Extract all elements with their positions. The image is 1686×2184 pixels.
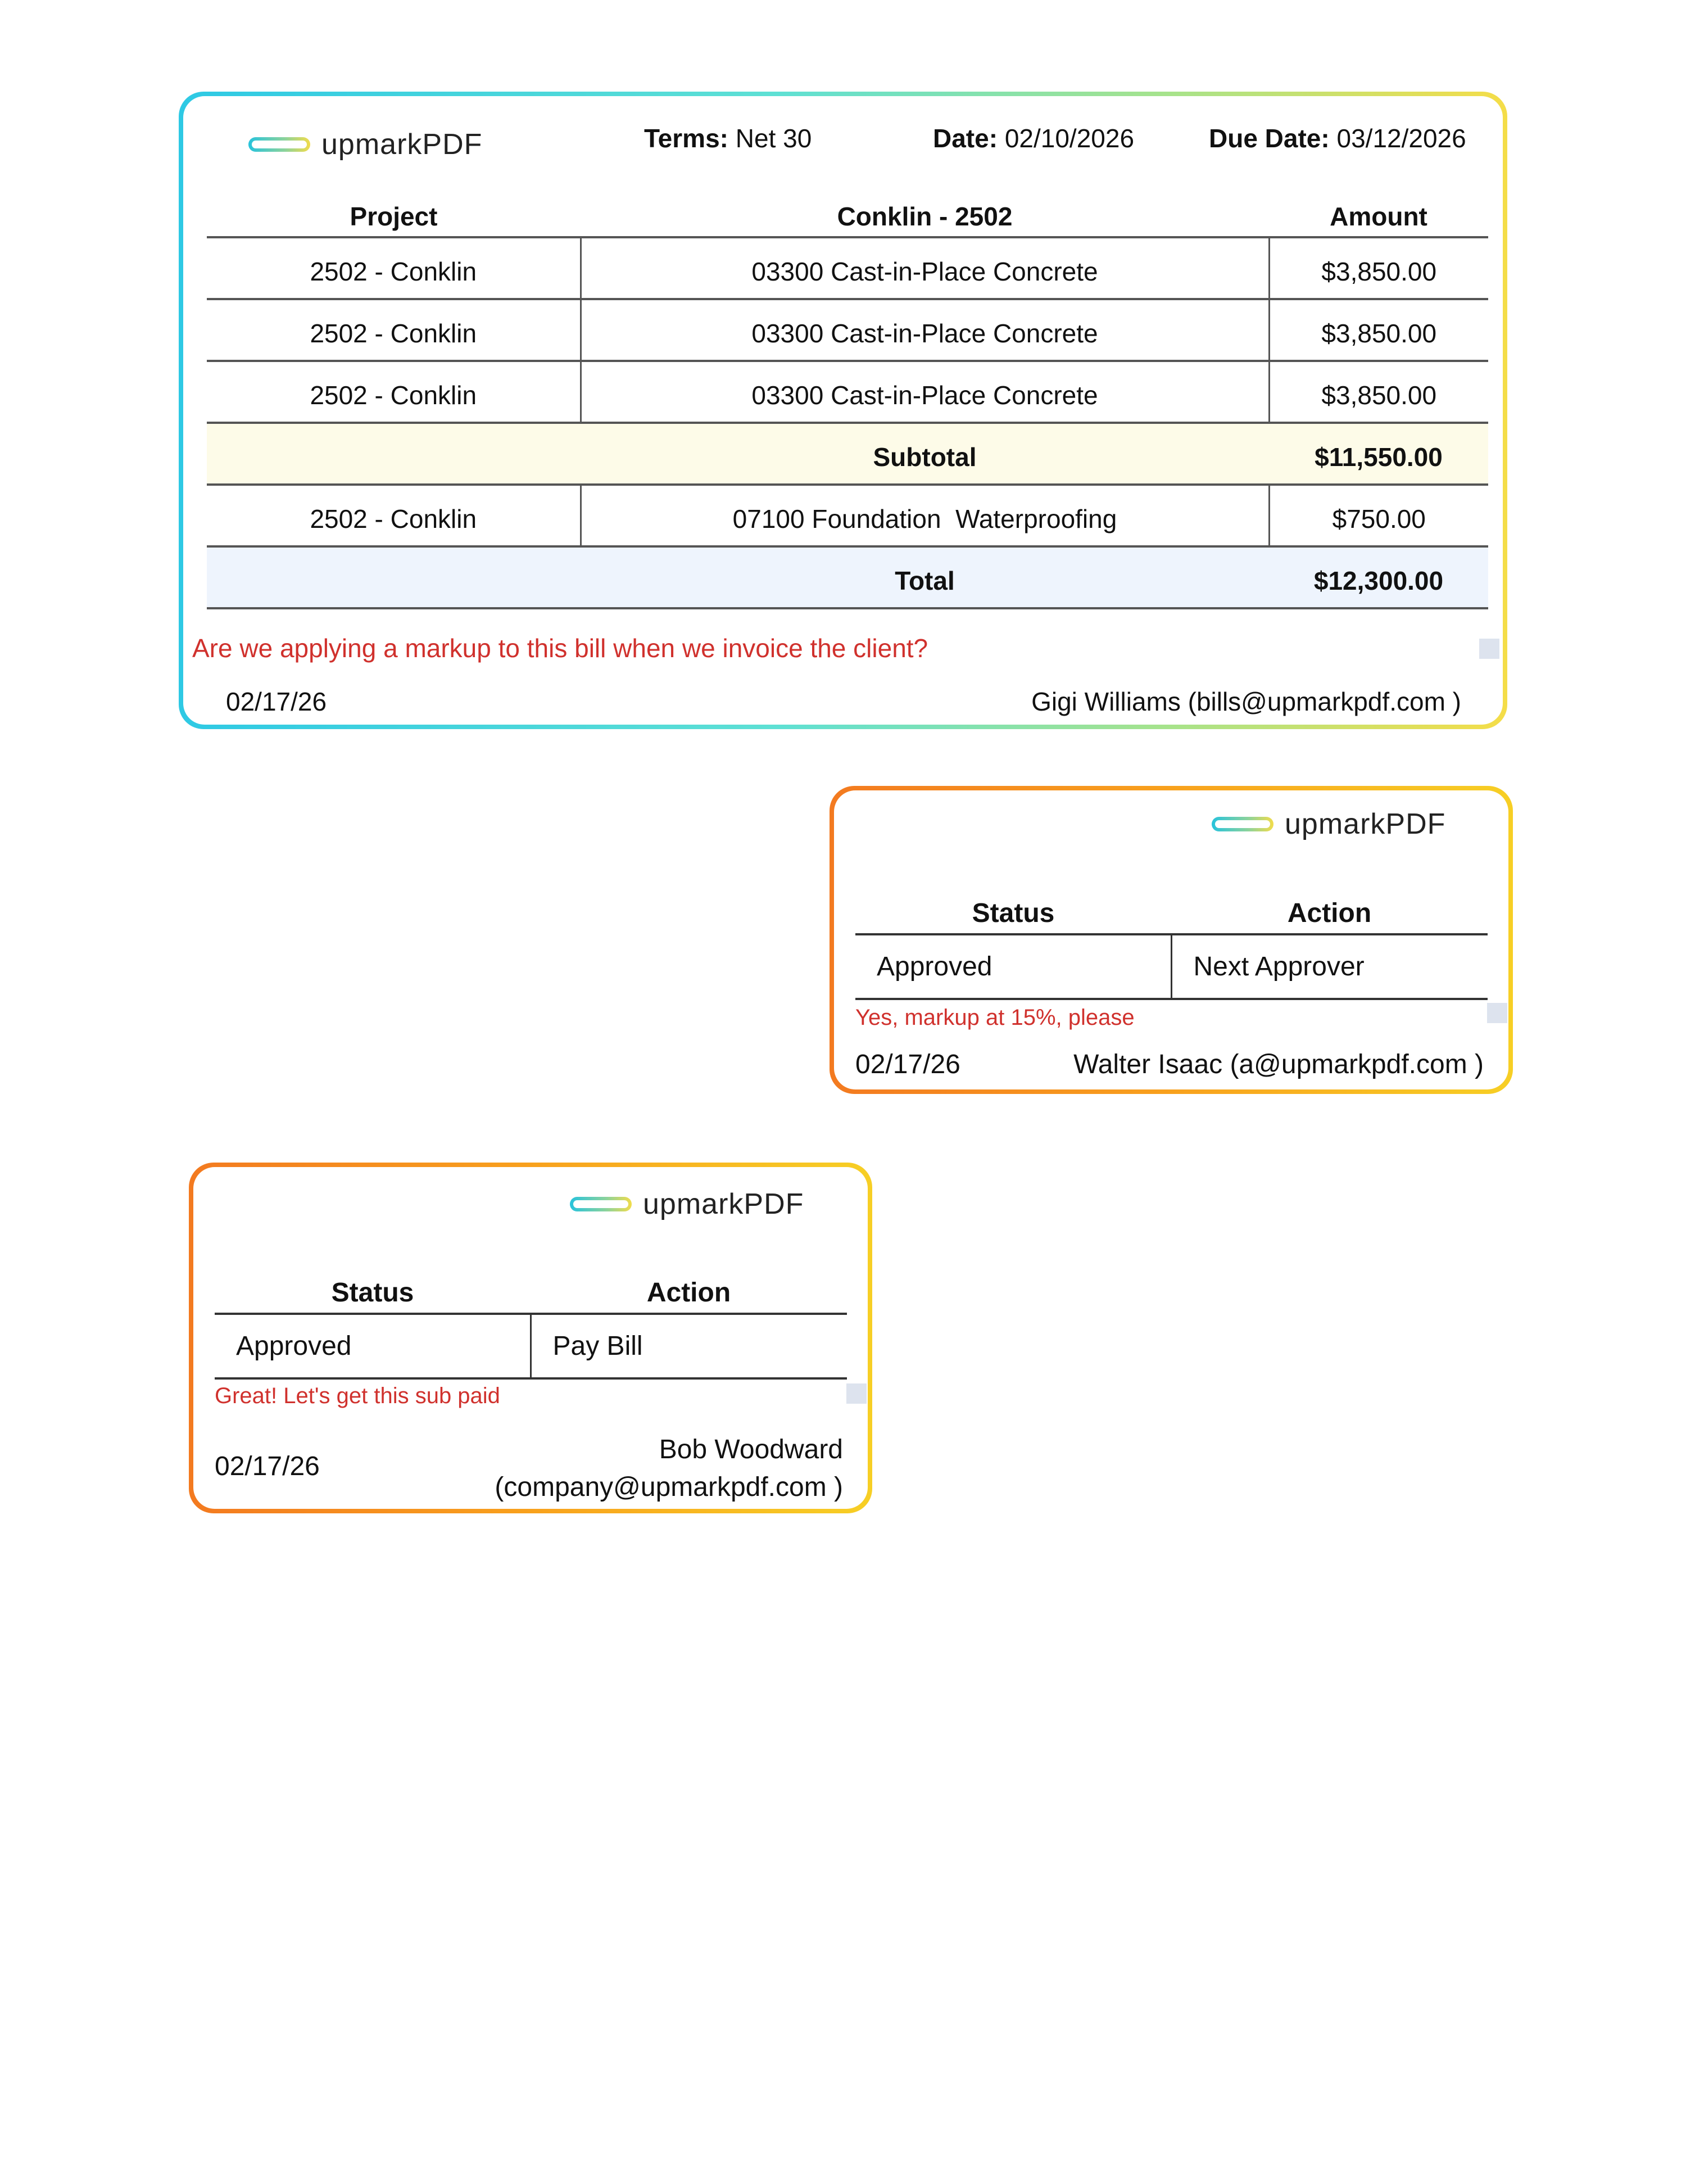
cell-description: 03300 Cast-in-Place Concrete bbox=[581, 299, 1269, 361]
approval-table bbox=[215, 1263, 847, 1380]
table-row bbox=[207, 237, 1488, 299]
brand-logo bbox=[570, 1187, 804, 1221]
subtotal-label: Subtotal bbox=[581, 423, 1269, 485]
comment-date: 02/17/26 bbox=[855, 1050, 960, 1079]
brand-name: upmarkPDF bbox=[643, 1188, 804, 1220]
status-value: Approved bbox=[215, 1314, 531, 1378]
cell-project: 2502 - Conklin bbox=[207, 361, 581, 423]
cell-amount: $3,850.00 bbox=[1269, 361, 1488, 423]
terms bbox=[644, 123, 812, 153]
subtotal-spacer bbox=[207, 423, 581, 485]
cell-description: 07100 Foundation Waterproofing bbox=[581, 485, 1269, 546]
action-value: Pay Bill bbox=[531, 1314, 847, 1378]
brand-logo bbox=[1212, 807, 1445, 841]
comment-author: Gigi Williams (bills@upmarkpdf.com ) bbox=[1031, 687, 1461, 716]
table-header-row bbox=[855, 883, 1488, 934]
approval-card-1-body bbox=[834, 790, 1508, 1089]
column-header-action: Action bbox=[1171, 883, 1488, 934]
column-header-project: Project bbox=[207, 175, 581, 237]
comment-author-name: Bob Woodward bbox=[659, 1435, 843, 1464]
invoice-card-body bbox=[183, 96, 1503, 725]
logo-pill-icon bbox=[1212, 817, 1273, 831]
table-row bbox=[207, 485, 1488, 546]
cell-project: 2502 - Conklin bbox=[207, 299, 581, 361]
brand-logo bbox=[248, 128, 482, 161]
total-spacer bbox=[207, 546, 581, 608]
table-header-row bbox=[207, 175, 1488, 237]
total-label: Total bbox=[581, 546, 1269, 608]
terms-value: Net 30 bbox=[735, 124, 812, 153]
comment-date: 02/17/26 bbox=[215, 1452, 320, 1481]
invoice-card bbox=[179, 92, 1507, 729]
logo-pill-icon bbox=[570, 1197, 632, 1211]
action-value: Next Approver bbox=[1171, 934, 1488, 999]
table-row bbox=[207, 299, 1488, 361]
column-header-amount: Amount bbox=[1269, 175, 1488, 237]
column-header-action: Action bbox=[531, 1263, 847, 1314]
cell-project: 2502 - Conklin bbox=[207, 237, 581, 299]
date-value: 02/10/2026 bbox=[1004, 124, 1135, 153]
table-row bbox=[855, 934, 1488, 999]
subtotal-value: $11,550.00 bbox=[1269, 423, 1488, 485]
logo-pill-icon bbox=[248, 137, 310, 152]
table-header-row bbox=[215, 1263, 847, 1314]
comment-text: Are we applying a markup to this bill when we invoice the client? bbox=[192, 634, 928, 663]
total-row bbox=[207, 546, 1488, 608]
invoice-table bbox=[207, 175, 1488, 609]
subtotal-row bbox=[207, 423, 1488, 485]
column-header-job: Conklin - 2502 bbox=[581, 175, 1269, 237]
cell-amount: $3,850.00 bbox=[1269, 299, 1488, 361]
status-value: Approved bbox=[855, 934, 1171, 999]
resize-handle[interactable] bbox=[1487, 1003, 1507, 1023]
table-row bbox=[207, 361, 1488, 423]
resize-handle[interactable] bbox=[1479, 639, 1499, 659]
comment-date: 02/17/26 bbox=[226, 687, 327, 716]
brand-name: upmarkPDF bbox=[1285, 808, 1446, 840]
comment-text: Yes, markup at 15%, please bbox=[855, 1005, 1135, 1030]
cell-project: 2502 - Conklin bbox=[207, 485, 581, 546]
due-date-value: 03/12/2026 bbox=[1336, 124, 1466, 153]
cell-description: 03300 Cast-in-Place Concrete bbox=[581, 361, 1269, 423]
column-header-status: Status bbox=[215, 1263, 531, 1314]
table-row bbox=[215, 1314, 847, 1378]
due-date bbox=[1209, 123, 1466, 153]
invoice-date bbox=[933, 123, 1134, 153]
terms-label: Terms: bbox=[644, 124, 728, 153]
comment-text: Great! Let's get this sub paid bbox=[215, 1383, 500, 1408]
comment-author-email: (company@upmarkpdf.com ) bbox=[495, 1472, 843, 1502]
resize-handle[interactable] bbox=[846, 1383, 867, 1404]
total-value: $12,300.00 bbox=[1269, 546, 1488, 608]
cell-amount: $3,850.00 bbox=[1269, 237, 1488, 299]
approval-table bbox=[855, 883, 1488, 1000]
comment-author: Walter Isaac (a@upmarkpdf.com ) bbox=[1073, 1050, 1484, 1079]
brand-name: upmarkPDF bbox=[321, 128, 483, 161]
approval-card-1 bbox=[830, 786, 1513, 1094]
cell-description: 03300 Cast-in-Place Concrete bbox=[581, 237, 1269, 299]
cell-amount: $750.00 bbox=[1269, 485, 1488, 546]
due-date-label: Due Date: bbox=[1209, 124, 1330, 153]
date-label: Date: bbox=[933, 124, 998, 153]
approval-card-2 bbox=[189, 1163, 872, 1513]
approval-card-2-body bbox=[193, 1167, 868, 1509]
column-header-status: Status bbox=[855, 883, 1171, 934]
